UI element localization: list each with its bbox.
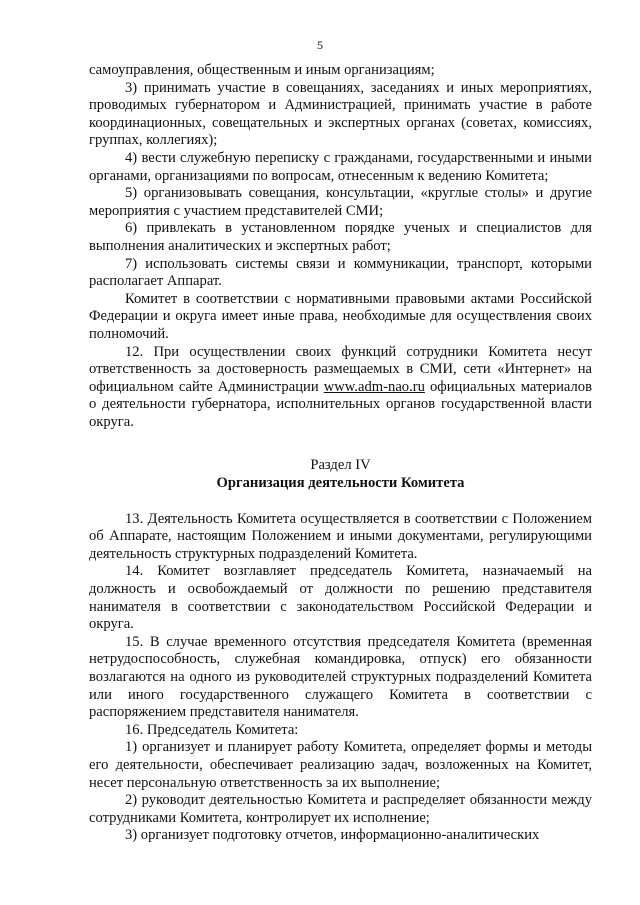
website-link[interactable]: www.adm-nao.ru <box>323 378 425 395</box>
paragraph: Комитет в соответствии с нормативными правовыми актами Российской Федерации и округа имеет иные права, необходимые для осуществления своих полномочий. <box>89 290 592 342</box>
paragraph: 13. Деятельность Комитета осуществляется в соответствии с Положением об Аппарате, настоящим Положением и иными документами, регулирующими деятельность структурных подразделений Комитета. <box>89 510 592 562</box>
paragraph: 3) принимать участие в совещаниях, заседаниях и иных мероприятиях, проводимых губернатором и Администрацией, принимать участие в работе координационных, совещательных и экспертных органах (советах, комиссиях, группах, коллегиях); <box>89 79 592 149</box>
paragraph: 14. Комитет возглавляет председатель Комитета, назначаемый на должность и освобождаемый от должности по решению представителя нанимателя в соответствии с законодательством Российской Федерации и округа. <box>89 563 592 633</box>
section-number: Раздел IV <box>310 457 371 474</box>
paragraph: самоуправления, общественным и иным организациям; <box>89 62 435 78</box>
paragraph: 5) организовывать совещания, консультации, «круглые столы» и другие мероприятия с участием представителей СМИ; <box>89 185 592 219</box>
paragraph: 7) использовать системы связи и коммуникации, транспорт, которыми располагает Аппарат. <box>89 255 592 290</box>
paragraph: 1) организует и планирует работу Комитета, определяет формы и методы его деятельности, обеспечивает реализацию задач, возложенных на Комитет, несет персональную ответственность за их выполнение; <box>89 739 592 791</box>
paragraph: 4) вести служебную переписку с гражданами, государственными и иными органами, организациями по вопросам, отнесенным к ведению Комитета; <box>89 149 592 184</box>
paragraph-12 <box>89 344 592 432</box>
paragraph: 15. В случае временного отсутствия председателя Комитета (временная нетрудоспособность, служебная командировка, отпуск) его обязанности возлагаются на одного из руководителей структурных подразделений Комитета или иного государственного служащего Комитета в соответствии с распоряжением представителя нанимателя. <box>89 633 592 721</box>
document-body <box>89 62 592 845</box>
paragraph: 2) руководит деятельностью Комитета и распределяет обязанности между сотрудниками Комитета, контролирует их исполнение; <box>89 792 592 826</box>
page-number: 5 <box>317 38 323 52</box>
paragraph: 3) организует подготовку отчетов, информационно-аналитических <box>125 827 540 844</box>
paragraph-12-after: официальных материалов о деятельности губернатора, исполнительных органов государственной власти округа. <box>89 378 592 430</box>
paragraph: 16. Председатель Комитета: <box>125 721 299 738</box>
paragraph: 6) привлекать в установленном порядке ученых и специалистов для выполнения аналитических и экспертных работ; <box>89 220 592 254</box>
paragraph-12-before: 12. При осуществлении своих функций сотрудники Комитета несут ответственность за достоверность размещаемых в СМИ, сети «Интернет» на официальном сайте Администрации <box>89 343 592 395</box>
section-title: Организация деятельности Комитета <box>216 475 465 492</box>
